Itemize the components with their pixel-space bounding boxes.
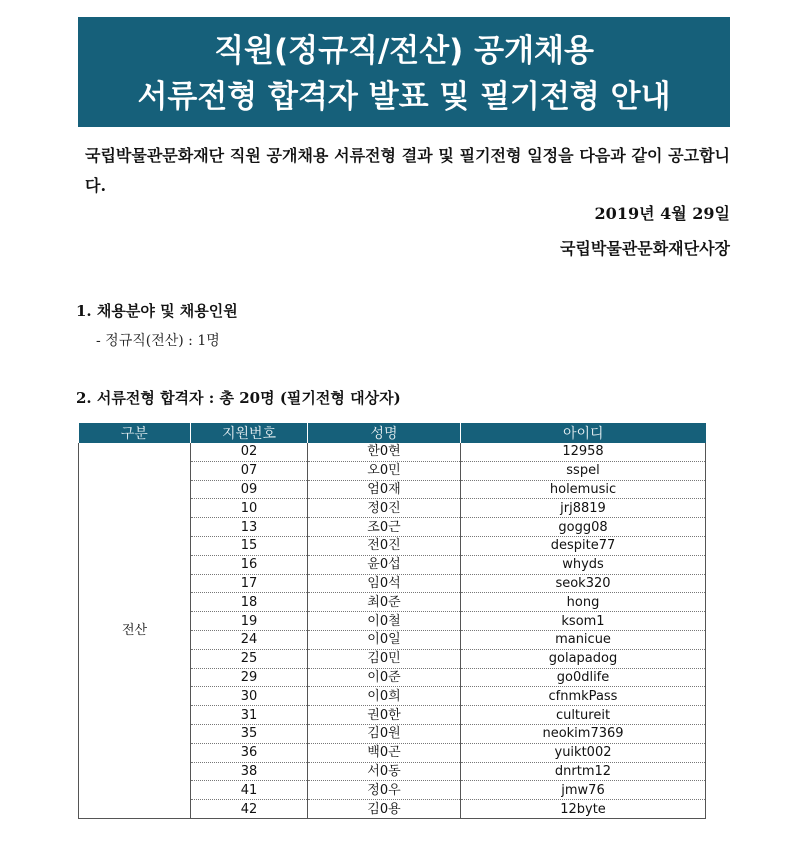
table-header-row xyxy=(79,423,706,443)
header-applicant-number: 지원번호 xyxy=(191,423,308,443)
name-cell: 이0일 xyxy=(308,630,461,649)
name-cell: 오0민 xyxy=(308,461,461,480)
user-id-cell: jmw76 xyxy=(461,781,706,800)
user-id-cell: gogg08 xyxy=(461,518,706,537)
applicant-number-cell: 02 xyxy=(191,443,308,461)
applicant-number-cell: 30 xyxy=(191,687,308,706)
name-cell: 이0철 xyxy=(308,612,461,631)
user-id-cell: dnrtm12 xyxy=(461,762,706,781)
applicant-number-cell: 17 xyxy=(191,574,308,593)
applicant-number-cell: 42 xyxy=(191,800,308,819)
name-cell: 전0진 xyxy=(308,536,461,555)
issuer-name: 국립박물관문화재단사장 xyxy=(559,239,730,258)
applicant-number-cell: 35 xyxy=(191,724,308,743)
applicant-number-cell: 10 xyxy=(191,499,308,518)
user-id-cell: jrj8819 xyxy=(461,499,706,518)
name-cell: 윤0섭 xyxy=(308,555,461,574)
applicant-number-cell: 09 xyxy=(191,480,308,499)
applicant-number-cell: 31 xyxy=(191,706,308,725)
user-id-cell: despite77 xyxy=(461,536,706,555)
user-id-cell: 12958 xyxy=(461,443,706,461)
applicant-number-cell: 18 xyxy=(191,593,308,612)
user-id-cell: neokim7369 xyxy=(461,724,706,743)
user-id-cell: ksom1 xyxy=(461,612,706,631)
name-cell: 이0희 xyxy=(308,687,461,706)
name-cell: 김0민 xyxy=(308,649,461,668)
title-line-1: 직원(정규직/전산) 공개채용 xyxy=(214,33,594,69)
applicant-number-cell: 38 xyxy=(191,762,308,781)
applicant-number-cell: 41 xyxy=(191,781,308,800)
results-table xyxy=(78,423,706,819)
name-cell: 김0원 xyxy=(308,724,461,743)
title-line-2: 서류전형 합격자 발표 및 필기전형 안내 xyxy=(137,79,671,115)
section-1-item: - 정규직(전산) : 1명 xyxy=(96,333,220,349)
header-name: 성명 xyxy=(308,423,461,443)
name-cell: 한0현 xyxy=(308,443,461,461)
name-cell: 임0석 xyxy=(308,574,461,593)
name-cell: 조0근 xyxy=(308,518,461,537)
announcement-date: 2019년 4월 29일 xyxy=(594,204,730,223)
user-id-cell: seok320 xyxy=(461,574,706,593)
user-id-cell: yuikt002 xyxy=(461,743,706,762)
user-id-cell: cultureit xyxy=(461,706,706,725)
applicant-number-cell: 29 xyxy=(191,668,308,687)
title-banner xyxy=(78,17,730,127)
applicant-number-cell: 36 xyxy=(191,743,308,762)
applicant-number-cell: 25 xyxy=(191,649,308,668)
section-2-title: 2. 서류전형 합격자 : 총 20명 (필기전형 대상자) xyxy=(76,389,401,407)
user-id-cell: hong xyxy=(461,593,706,612)
name-cell: 김0용 xyxy=(308,800,461,819)
name-cell: 권0한 xyxy=(308,706,461,725)
user-id-cell: golapadog xyxy=(461,649,706,668)
category-cell: 전산 xyxy=(79,443,191,818)
name-cell: 정0우 xyxy=(308,781,461,800)
applicant-number-cell: 15 xyxy=(191,536,308,555)
section-1-title: 1. 채용분야 및 채용인원 xyxy=(76,302,238,320)
table-row xyxy=(79,443,706,461)
applicant-number-cell: 24 xyxy=(191,630,308,649)
user-id-cell: cfnmkPass xyxy=(461,687,706,706)
header-category: 구분 xyxy=(79,423,191,443)
applicant-number-cell: 13 xyxy=(191,518,308,537)
user-id-cell: go0dlife xyxy=(461,668,706,687)
name-cell: 엄0재 xyxy=(308,480,461,499)
name-cell: 서0동 xyxy=(308,762,461,781)
user-id-cell: 12byte xyxy=(461,800,706,819)
applicant-number-cell: 16 xyxy=(191,555,308,574)
name-cell: 백0곤 xyxy=(308,743,461,762)
user-id-cell: manicue xyxy=(461,630,706,649)
intro-paragraph: 국립박물관문화재단 직원 공개채용 서류전형 결과 및 필기전형 일정을 다음과 같이 공고합니다. xyxy=(85,146,730,195)
applicant-number-cell: 19 xyxy=(191,612,308,631)
user-id-cell: holemusic xyxy=(461,480,706,499)
name-cell: 최0준 xyxy=(308,593,461,612)
applicant-number-cell: 07 xyxy=(191,461,308,480)
header-id: 아이디 xyxy=(461,423,706,443)
name-cell: 정0진 xyxy=(308,499,461,518)
user-id-cell: sspel xyxy=(461,461,706,480)
user-id-cell: whyds xyxy=(461,555,706,574)
name-cell: 이0준 xyxy=(308,668,461,687)
